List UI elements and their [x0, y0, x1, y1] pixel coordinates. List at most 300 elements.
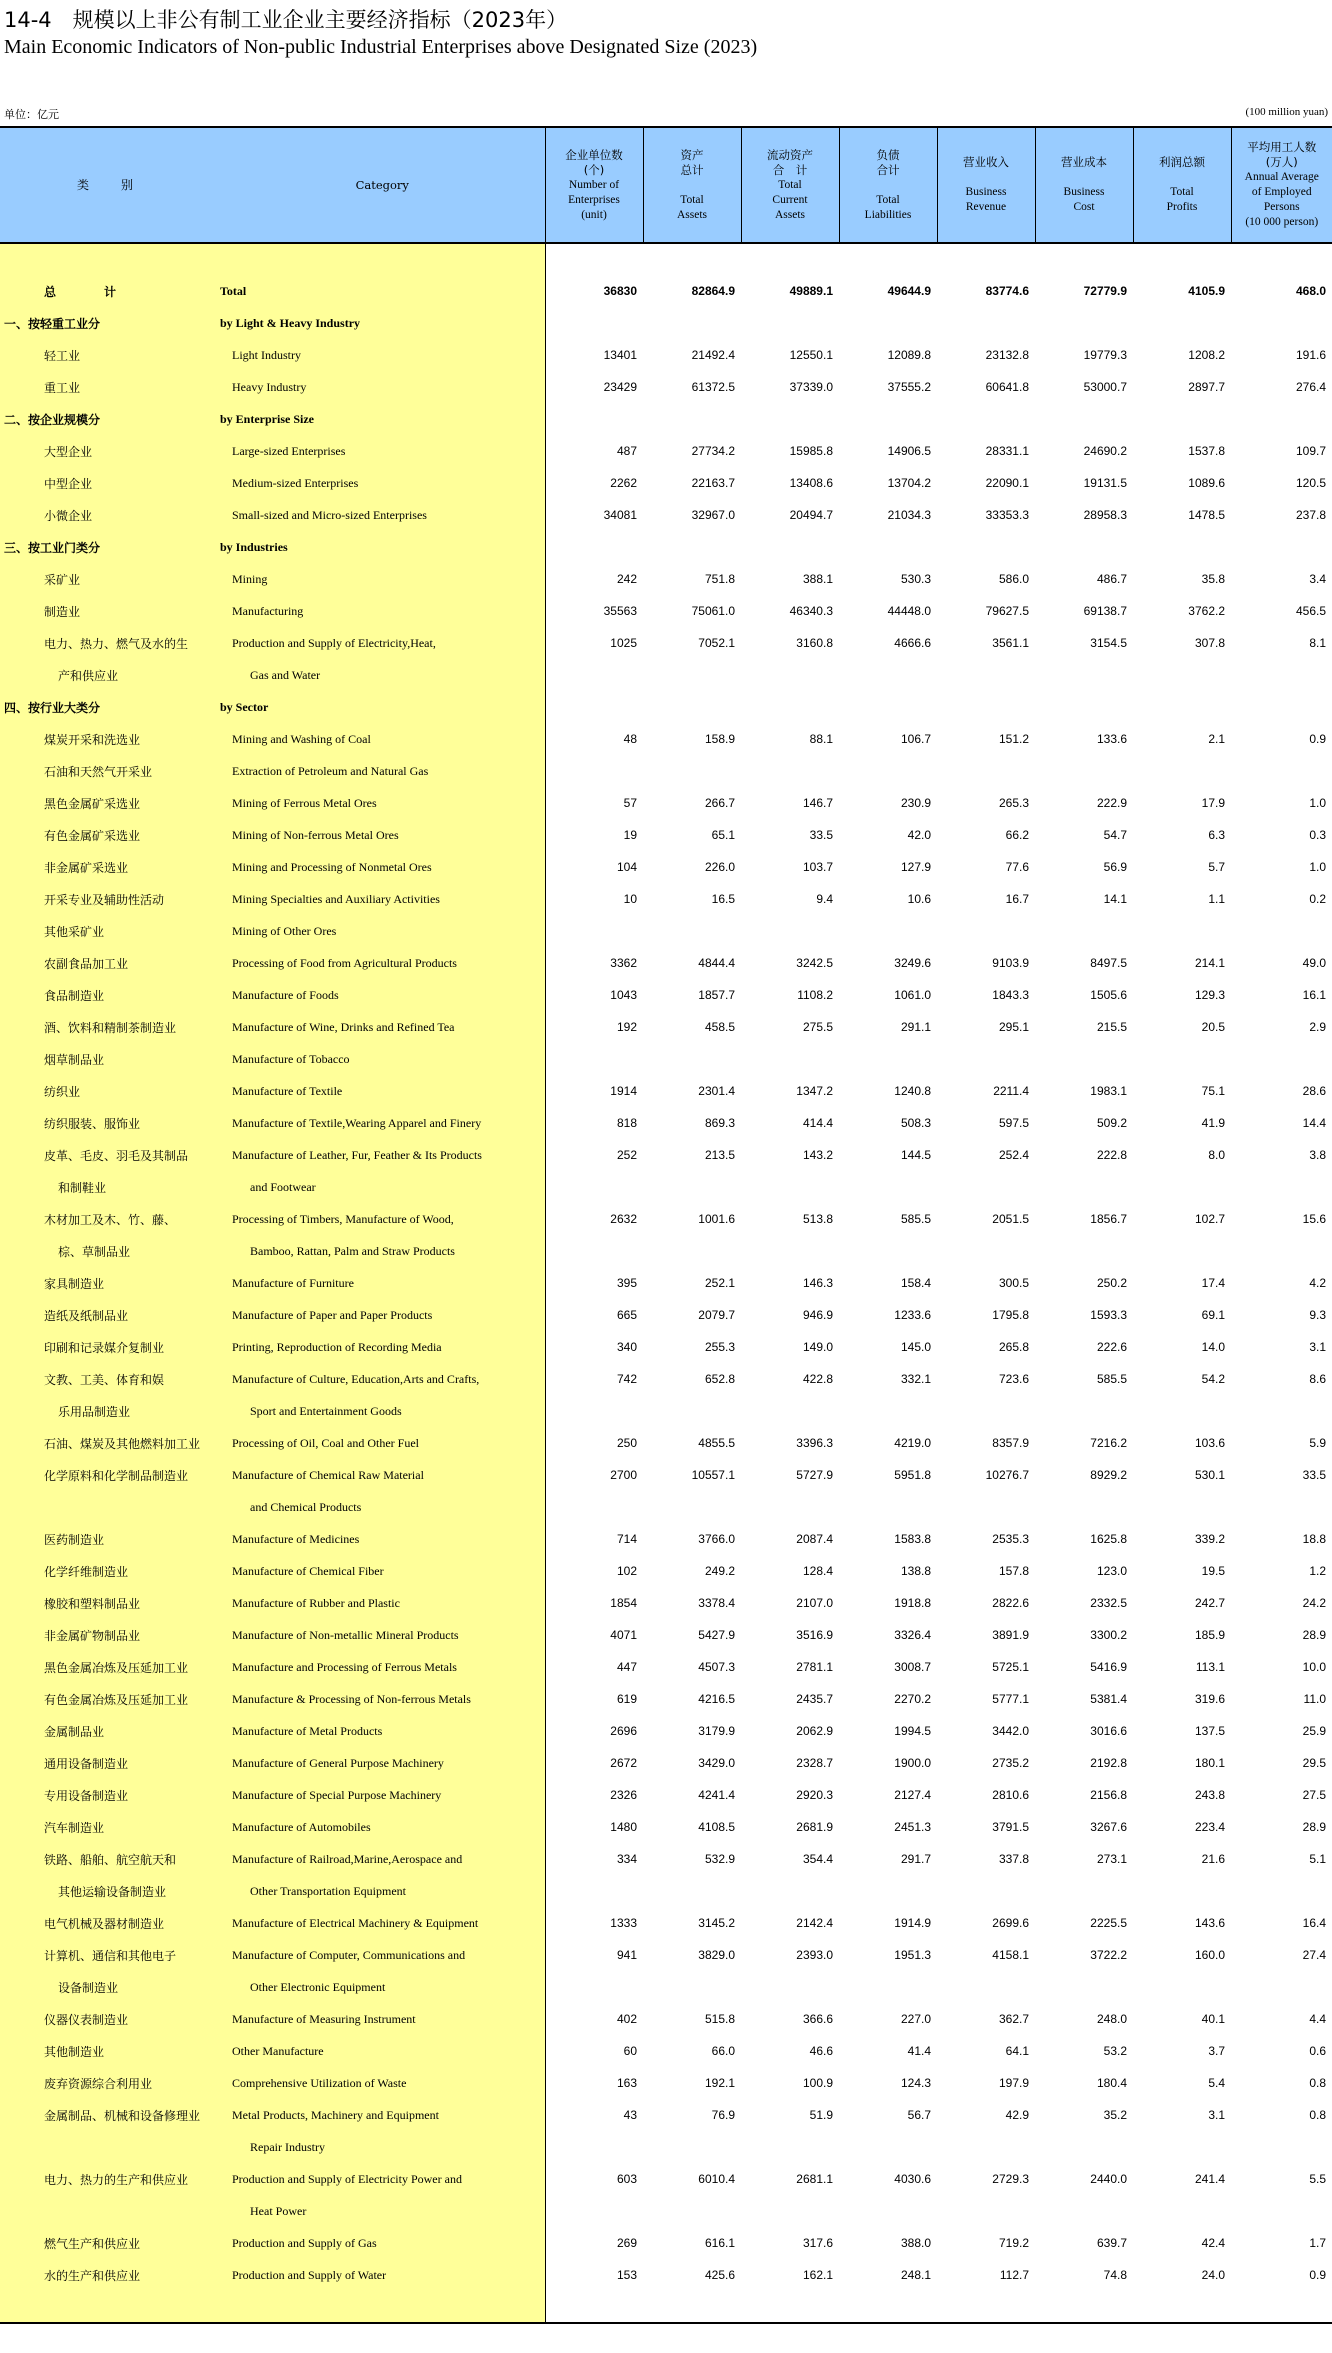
value-cell: 243.8 [1194, 1788, 1225, 1802]
value-cell [741, 2131, 839, 2163]
value-cell: 72779.9 [1083, 284, 1127, 298]
category-en: Mining of Non-ferrous Metal Ores [220, 819, 545, 851]
value-cell: 869.3 [704, 1116, 735, 1130]
value-cell: 8.1 [1309, 636, 1326, 650]
value-cell: 3160.8 [796, 636, 833, 650]
value-cell [937, 307, 1035, 339]
value-cell: 27.5 [1302, 1788, 1326, 1802]
value-cell: 3396.3 [796, 1436, 833, 1450]
value-cell [1231, 915, 1332, 947]
value-cell: 138.8 [900, 1564, 931, 1578]
value-cell [1231, 1491, 1332, 1523]
value-cell: 3300.2 [1090, 1628, 1127, 1642]
value-cell: 8357.9 [992, 1436, 1029, 1450]
value-cell: 23429 [603, 380, 637, 394]
value-cell: 40.1 [1201, 2012, 1225, 2026]
category-cn: 轻工业 [0, 339, 220, 371]
value-cell: 151.2 [998, 732, 1029, 746]
value-cell: 24.0 [1201, 2268, 1225, 2282]
value-cell: 27734.2 [691, 444, 735, 458]
value-cell [1133, 531, 1231, 563]
value-cell: 5.1 [1309, 1852, 1326, 1866]
value-cell [643, 1171, 741, 1203]
category-cn: 黑色金属冶炼及压延加工业 [0, 1651, 220, 1683]
value-cell: 112.7 [999, 2268, 1029, 2282]
category-en: by Industries [220, 531, 545, 563]
value-cell: 13704.2 [887, 476, 931, 490]
category-en: Manufacture of Automobiles [220, 1811, 545, 1843]
value-cell: 61372.5 [691, 380, 735, 394]
value-cell: 153 [616, 2268, 637, 2282]
value-cell: 21.6 [1201, 1852, 1225, 1866]
value-cell: 248.0 [1096, 2012, 1127, 2026]
header-cn: 资产 总计 [680, 147, 704, 177]
value-cell: 2700 [610, 1468, 637, 1482]
value-cell: 49644.9 [887, 284, 931, 298]
value-cell: 15985.8 [789, 444, 833, 458]
header-col-total-assets [643, 127, 741, 243]
value-cell: 295.1 [998, 1020, 1029, 1034]
value-cell: 88.1 [809, 732, 833, 746]
value-cell: 145.0 [900, 1340, 931, 1354]
value-cell: 291.1 [900, 1020, 931, 1034]
value-cell: 1537.8 [1188, 444, 1225, 458]
value-cell: 2079.7 [698, 1308, 735, 1322]
value-cell [839, 1235, 937, 1267]
value-cell [937, 691, 1035, 723]
table-row [0, 371, 1332, 403]
value-cell: 33353.3 [985, 508, 1029, 522]
unit-label-cn: 单位：亿元 [4, 108, 59, 121]
value-cell [937, 1395, 1035, 1427]
value-cell: 2127.4 [894, 1788, 931, 1802]
value-cell: 334 [616, 1852, 637, 1866]
value-cell: 66.2 [1005, 828, 1029, 842]
value-cell: 4844.4 [698, 956, 735, 970]
value-cell: 3362 [610, 956, 637, 970]
value-cell: 5427.9 [698, 1628, 735, 1642]
category-en: Manufacture of Culture, Education,Arts and Crafts, [220, 1363, 545, 1395]
category-cn: 四、按行业大类分 [0, 691, 220, 723]
value-cell: 1994.5 [894, 1724, 931, 1738]
continuation-row [0, 2195, 1332, 2227]
value-cell: 300.5 [998, 1276, 1029, 1290]
value-cell: 2440.0 [1090, 2172, 1127, 2186]
table-row [0, 1747, 1332, 1779]
value-cell: 1843.3 [992, 988, 1029, 1002]
value-cell: 532.9 [704, 1852, 735, 1866]
value-cell [545, 915, 643, 947]
value-cell: 619 [616, 1692, 637, 1706]
value-cell: 75061.0 [691, 604, 735, 618]
value-cell: 49.0 [1302, 956, 1326, 970]
category-cn: 金属制品业 [0, 1715, 220, 1747]
value-cell: 5.4 [1208, 2076, 1225, 2090]
value-cell: 241.4 [1194, 2172, 1225, 2186]
value-cell: 4.4 [1309, 2012, 1326, 2026]
category-en: Total [220, 275, 545, 307]
value-cell: 4158.1 [992, 1948, 1029, 1962]
category-en: Production and Supply of Gas [220, 2227, 545, 2259]
table-row [0, 595, 1332, 627]
value-cell [1231, 1971, 1332, 2003]
value-cell: 1061.0 [894, 988, 931, 1002]
value-cell: 2156.8 [1090, 1788, 1127, 1802]
value-cell [1133, 1491, 1231, 1523]
value-cell: 227.0 [900, 2012, 931, 2026]
value-cell: 3762.2 [1188, 604, 1225, 618]
value-cell: 163 [616, 2076, 637, 2090]
value-cell: 185.9 [1194, 1628, 1225, 1642]
table-row [0, 1651, 1332, 1683]
value-cell: 2326 [610, 1788, 637, 1802]
value-cell [741, 1043, 839, 1075]
value-cell: 1857.7 [698, 988, 735, 1002]
table-row [0, 1907, 1332, 1939]
category-cn: 家具制造业 [0, 1267, 220, 1299]
continuation-row [0, 659, 1332, 691]
value-cell: 4071 [610, 1628, 637, 1642]
value-cell [643, 1491, 741, 1523]
category-cn: 水的生产和供应业 [0, 2259, 220, 2291]
continuation-row [0, 1395, 1332, 1427]
header-en: Number of Enterprises (unit) [568, 178, 620, 221]
unit-label-en: (100 million yuan) [1245, 106, 1328, 118]
value-cell: 265.8 [998, 1340, 1029, 1354]
value-cell [545, 307, 643, 339]
value-cell: 14906.5 [887, 444, 931, 458]
category-cn: 其他采矿业 [0, 915, 220, 947]
table-row [0, 947, 1332, 979]
value-cell: 4216.5 [698, 1692, 735, 1706]
value-cell [1231, 1875, 1332, 1907]
value-cell [545, 1971, 643, 2003]
category-en: Comprehensive Utilization of Waste [220, 2067, 545, 2099]
value-cell: 42.9 [1005, 2108, 1029, 2122]
category-en: Mining and Washing of Coal [220, 723, 545, 755]
value-cell: 6010.4 [698, 2172, 735, 2186]
value-cell [643, 1235, 741, 1267]
value-cell: 5.7 [1208, 860, 1225, 874]
value-cell: 4108.5 [698, 1820, 735, 1834]
value-cell: 2699.6 [992, 1916, 1029, 1930]
value-cell: 53000.7 [1083, 380, 1127, 394]
category-en: Processing of Oil, Coal and Other Fuel [220, 1427, 545, 1459]
category-en: Manufacture of Foods [220, 979, 545, 1011]
value-cell: 1593.3 [1090, 1308, 1127, 1322]
value-cell: 56.7 [907, 2108, 931, 2122]
value-cell: 751.8 [704, 572, 735, 586]
value-cell [741, 403, 839, 435]
header-col-revenue [937, 127, 1035, 243]
value-cell: 15.6 [1302, 1212, 1326, 1226]
value-cell [545, 1395, 643, 1427]
value-cell: 242.7 [1194, 1596, 1225, 1610]
value-cell: 265.3 [998, 796, 1029, 810]
table-row [0, 1683, 1332, 1715]
value-cell: 2897.7 [1188, 380, 1225, 394]
value-cell: 49889.1 [789, 284, 833, 298]
value-cell [937, 1043, 1035, 1075]
category-cn [0, 1491, 220, 1523]
value-cell: 515.8 [704, 2012, 735, 2026]
value-cell: 2920.3 [796, 1788, 833, 1802]
value-cell: 33.5 [809, 828, 833, 842]
header-col-profits [1133, 127, 1231, 243]
value-cell: 1900.0 [894, 1756, 931, 1770]
table-row [0, 2099, 1332, 2131]
indicator-table [0, 126, 1332, 2324]
value-cell: 3326.4 [894, 1628, 931, 1642]
value-cell: 41.9 [1201, 1116, 1225, 1130]
category-en: Mining [220, 563, 545, 595]
category-cn: 和制鞋业 [0, 1171, 220, 1203]
value-cell [1035, 1395, 1133, 1427]
value-cell: 222.9 [1096, 796, 1127, 810]
value-cell: 57 [623, 796, 637, 810]
category-cn: 有色金属矿采选业 [0, 819, 220, 851]
value-cell: 146.7 [802, 796, 833, 810]
value-cell [1231, 755, 1332, 787]
value-cell: 100.9 [802, 2076, 833, 2090]
category-en: Manufacture of Textile [220, 1075, 545, 1107]
category-cn: 电气机械及器材制造业 [0, 1907, 220, 1939]
value-cell: 4030.6 [894, 2172, 931, 2186]
header-cn: 流动资产 合 计 [767, 147, 813, 177]
value-cell: 74.8 [1103, 2268, 1127, 2282]
value-cell [643, 1043, 741, 1075]
value-cell [741, 915, 839, 947]
category-en: Mining of Ferrous Metal Ores [220, 787, 545, 819]
category-cn: 印刷和记录媒介复制业 [0, 1331, 220, 1363]
continuation-row [0, 1171, 1332, 1203]
value-cell: 2681.1 [796, 2172, 833, 2186]
value-cell [937, 403, 1035, 435]
table-row [0, 2227, 1332, 2259]
value-cell [937, 659, 1035, 691]
value-cell: 35.2 [1103, 2108, 1127, 2122]
value-cell: 28331.1 [985, 444, 1029, 458]
header-en: Business Cost [1063, 186, 1105, 213]
value-cell: 248.1 [900, 2268, 931, 2282]
table-row [0, 1587, 1332, 1619]
value-cell: 66.0 [711, 2044, 735, 2058]
category-cn: 酒、饮料和精制茶制造业 [0, 1011, 220, 1043]
value-cell: 4105.9 [1188, 284, 1225, 298]
value-cell [545, 1491, 643, 1523]
value-cell: 366.6 [802, 2012, 833, 2026]
value-cell: 25.9 [1302, 1724, 1326, 1738]
value-cell: 317.6 [802, 2236, 833, 2250]
value-cell [741, 755, 839, 787]
value-cell [1231, 1395, 1332, 1427]
value-cell: 16.4 [1302, 1916, 1326, 1930]
table-row [0, 819, 1332, 851]
category-cn: 中型企业 [0, 467, 220, 499]
value-cell [545, 659, 643, 691]
value-cell: 3.8 [1309, 1148, 1326, 1162]
value-cell: 162.1 [802, 2268, 833, 2282]
value-cell [1231, 1043, 1332, 1075]
value-cell [1231, 307, 1332, 339]
value-cell: 723.6 [998, 1372, 1029, 1386]
category-en: Other Manufacture [220, 2035, 545, 2067]
value-cell: 3179.9 [698, 1724, 735, 1738]
table-row [0, 563, 1332, 595]
category-en: Manufacture of Rubber and Plastic [220, 1587, 545, 1619]
value-cell: 339.2 [1194, 1532, 1225, 1546]
value-cell: 79627.5 [985, 604, 1029, 618]
value-cell: 487 [616, 444, 637, 458]
value-cell [1035, 1171, 1133, 1203]
value-cell [741, 1235, 839, 1267]
value-cell: 508.3 [900, 1116, 931, 1130]
category-en: Heavy Industry [220, 371, 545, 403]
continuation-row [0, 1875, 1332, 1907]
value-cell [1133, 1235, 1231, 1267]
category-cn: 化学原料和化学制品制造业 [0, 1459, 220, 1491]
value-cell [1231, 691, 1332, 723]
value-cell: 3.4 [1309, 572, 1326, 586]
category-cn: 废弃资源综合利用业 [0, 2067, 220, 2099]
value-cell: 4241.4 [698, 1788, 735, 1802]
value-cell: 222.8 [1096, 1148, 1127, 1162]
value-cell: 83774.6 [985, 284, 1029, 298]
table-row [0, 2259, 1332, 2291]
value-cell: 0.8 [1309, 2108, 1326, 2122]
value-cell: 250 [616, 1436, 637, 1450]
value-cell [839, 1491, 937, 1523]
value-cell: 18.8 [1302, 1532, 1326, 1546]
value-cell: 2062.9 [796, 1724, 833, 1738]
category-cn: 文教、工美、体育和娱 [0, 1363, 220, 1395]
category-cn [0, 2195, 220, 2227]
category-en: Heat Power [220, 2195, 545, 2227]
value-cell: 603 [616, 2172, 637, 2186]
value-cell: 10 [623, 892, 637, 906]
spacer-row [0, 243, 1332, 275]
header-col-current-assets [741, 127, 839, 243]
value-cell: 665 [616, 1308, 637, 1322]
value-cell: 102 [616, 1564, 637, 1578]
value-cell: 8929.2 [1090, 1468, 1127, 1482]
value-cell: 2672 [610, 1756, 637, 1770]
value-cell: 3267.6 [1090, 1820, 1127, 1834]
category-cn: 采矿业 [0, 563, 220, 595]
value-cell: 946.9 [802, 1308, 833, 1322]
value-cell: 103.7 [802, 860, 833, 874]
value-cell: 1795.8 [992, 1308, 1029, 1322]
value-cell: 226.0 [704, 860, 735, 874]
value-cell: 509.2 [1096, 1116, 1127, 1130]
value-cell [545, 1043, 643, 1075]
value-cell: 146.3 [802, 1276, 833, 1290]
table-title-en: Main Economic Indicators of Non-public Industrial Enterprises above Designated Size (2023) [4, 36, 758, 58]
value-cell: 222.6 [1096, 1340, 1127, 1354]
header-cn: 企业单位数 (个) [565, 147, 623, 177]
value-cell [643, 1875, 741, 1907]
value-cell: 337.8 [998, 1852, 1029, 1866]
category-en: Extraction of Petroleum and Natural Gas [220, 755, 545, 787]
value-cell [839, 403, 937, 435]
value-cell: 275.5 [802, 1020, 833, 1034]
category-cn: 通用设备制造业 [0, 1747, 220, 1779]
value-cell: 3249.6 [894, 956, 931, 970]
value-cell: 0.2 [1309, 892, 1326, 906]
category-cn: 烟草制品业 [0, 1043, 220, 1075]
header-en: Total Profits [1166, 186, 1198, 213]
value-cell: 69138.7 [1083, 604, 1127, 618]
value-cell: 2781.1 [796, 1660, 833, 1674]
value-cell [545, 2195, 643, 2227]
value-cell [1231, 659, 1332, 691]
value-cell: 19 [623, 828, 637, 842]
value-cell [839, 1875, 937, 1907]
header-category-cn: 类 别 [0, 127, 220, 243]
value-cell: 447 [616, 1660, 637, 1674]
value-cell: 456.5 [1295, 604, 1326, 618]
value-cell: 252 [616, 1148, 637, 1162]
continuation-row [0, 1491, 1332, 1523]
category-cn [0, 2131, 220, 2163]
value-cell: 652.8 [704, 1372, 735, 1386]
value-cell: 69.1 [1201, 1308, 1225, 1322]
value-cell: 35.8 [1201, 572, 1225, 586]
value-cell: 16.1 [1302, 988, 1326, 1002]
value-cell: 2142.4 [796, 1916, 833, 1930]
value-cell: 14.4 [1302, 1116, 1326, 1130]
value-cell: 362.7 [998, 2012, 1029, 2026]
value-cell: 113.1 [1195, 1660, 1225, 1674]
table-row [0, 755, 1332, 787]
table-row [0, 979, 1332, 1011]
category-en: Manufacture of Chemical Raw Material [220, 1459, 545, 1491]
value-cell: 742 [616, 1372, 637, 1386]
value-cell [643, 2195, 741, 2227]
value-cell: 250.2 [1096, 1276, 1127, 1290]
category-cn: 纺织业 [0, 1075, 220, 1107]
value-cell: 249.2 [704, 1564, 735, 1578]
value-cell [1231, 1171, 1332, 1203]
value-cell: 13408.6 [789, 476, 833, 490]
category-en: Small-sized and Micro-sized Enterprises [220, 499, 545, 531]
value-cell: 1625.8 [1090, 1532, 1127, 1546]
value-cell: 1043 [610, 988, 637, 1002]
category-en: Light Industry [220, 339, 545, 371]
value-cell: 2696 [610, 1724, 637, 1738]
header-cn: 平均用工人数 (万人) [1247, 140, 1317, 169]
category-cn: 医药制造业 [0, 1523, 220, 1555]
value-cell: 192 [616, 1020, 637, 1034]
category-cn: 大型企业 [0, 435, 220, 467]
value-cell: 1951.3 [894, 1948, 931, 1962]
value-cell: 54.2 [1201, 1372, 1225, 1386]
value-cell [1035, 307, 1133, 339]
table-row [0, 1363, 1332, 1395]
value-cell: 223.4 [1194, 1820, 1225, 1834]
value-cell [1035, 915, 1133, 947]
value-cell: 402 [616, 2012, 637, 2026]
value-cell: 395 [616, 1276, 637, 1290]
value-cell: 486.7 [1096, 572, 1127, 586]
value-cell: 51.9 [809, 2108, 833, 2122]
value-cell [741, 1395, 839, 1427]
value-cell: 9103.9 [992, 956, 1029, 970]
value-cell: 34081 [603, 508, 637, 522]
value-cell: 3442.0 [992, 1724, 1029, 1738]
category-cn: 乐用品制造业 [0, 1395, 220, 1427]
table-row [0, 1811, 1332, 1843]
